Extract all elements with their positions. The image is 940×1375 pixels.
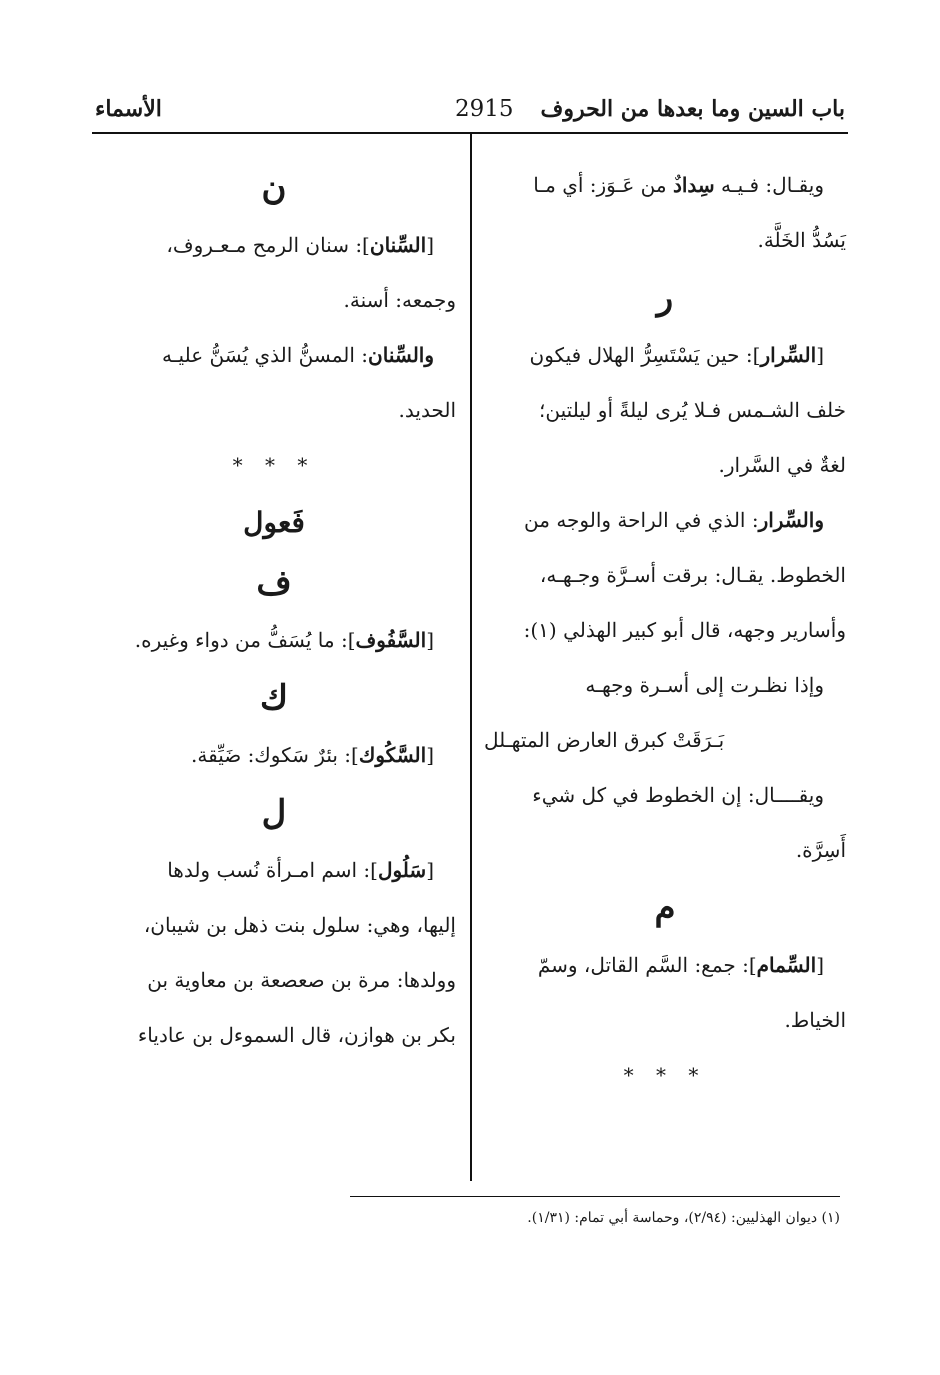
letter-heading-nun: ن — [261, 168, 287, 208]
entry-line: [السِّنان]: سنان الرمح مـعـروف، — [166, 233, 434, 257]
page-number: 2915 — [455, 96, 514, 122]
entry-line: [السَّفُوف]: ما يُسَفُّ من دواء وغيره. — [134, 628, 434, 652]
entry-line: الخياط. — [784, 1008, 846, 1032]
entry-line: الحديد. — [398, 398, 456, 422]
letter-heading-lam: ل — [261, 793, 287, 833]
letter-heading-kaf: ك — [259, 678, 289, 718]
running-header-section: الأسماء — [95, 96, 162, 122]
entry-line: خلف الشـمس فـلا يُرى ليلةً أو ليلتين؛ — [539, 398, 846, 422]
entry-line: [سَلُول]: اسم امـرأة نُسب ولدها — [167, 858, 434, 882]
entry-line: [السِّرار]: حين يَسْتَسِرُّ الهلال فيكون — [529, 343, 824, 367]
entry-line: وولدها: مرة بن صعصعة بن معاوية بن — [147, 968, 456, 992]
poem-verse-first: وإذا نظـرت إلى أسـرة وجهـه — [585, 673, 824, 697]
footnote: (١) ديوان الهذليين: (٢/٩٤)، وحماسة أبي تمام: (١/٣١). — [527, 1210, 840, 1226]
entry-line: أَسِرَّة. — [795, 838, 846, 862]
entry-line: الخطوط. يقـال: برقت أسـرَّة وجـهـه، — [539, 563, 846, 587]
entry-line: بكر بن هوازن، قال السموءل بن عادياء — [137, 1023, 456, 1047]
entry-line: لغةٌ في السَّرار. — [718, 453, 846, 477]
letter-heading-fa: ف — [256, 563, 292, 603]
poem-verse-second: بَـرَقَتْ كبرق العارض المتهـلل — [484, 728, 725, 752]
entry-line: وجمعه: أسنة. — [343, 288, 456, 312]
letter-heading-ra: ر — [656, 278, 674, 318]
running-header-chapter: باب السين وما بعدها من الحروف — [540, 96, 845, 122]
section-separator-stars: * * * — [232, 453, 316, 477]
letter-heading-mim: م — [654, 888, 676, 928]
right-column — [484, 158, 846, 1103]
entry-line: ويقـال: فـيـه سِدادٌ من عَـوَز: أي مـا — [533, 173, 824, 197]
entry-line: والسِّرار: الذي في الراحة والوجه من — [524, 508, 824, 532]
column-divider — [470, 134, 472, 1181]
footnote-rule — [350, 1196, 840, 1197]
left-column — [92, 158, 456, 1063]
section-separator-stars: * * * — [623, 1063, 707, 1087]
entry-line: وأسارير وجهه، قال أبو كبير الهذلي (١): — [523, 618, 846, 642]
entry-line: [السِّمام]: جمع: السَّم القاتل، وسمّ — [537, 953, 824, 977]
entry-line: والسِّنان: المسنُّ الذي يُسَنُّ عليـه — [161, 343, 434, 367]
pattern-heading-fa3ul: فَعول — [243, 506, 305, 539]
entry-line: إليها، وهي: سلول بنت ذهل بن شيبان، — [143, 913, 456, 937]
entry-line: ويقــــال: إن الخطوط في كل شيء — [532, 783, 824, 807]
entry-line: يَسُدُّ الخَلَّة. — [757, 228, 846, 252]
entry-line: [السَّكُوك]: بئرٌ سَكوك: ضَيِّقة. — [191, 743, 434, 767]
